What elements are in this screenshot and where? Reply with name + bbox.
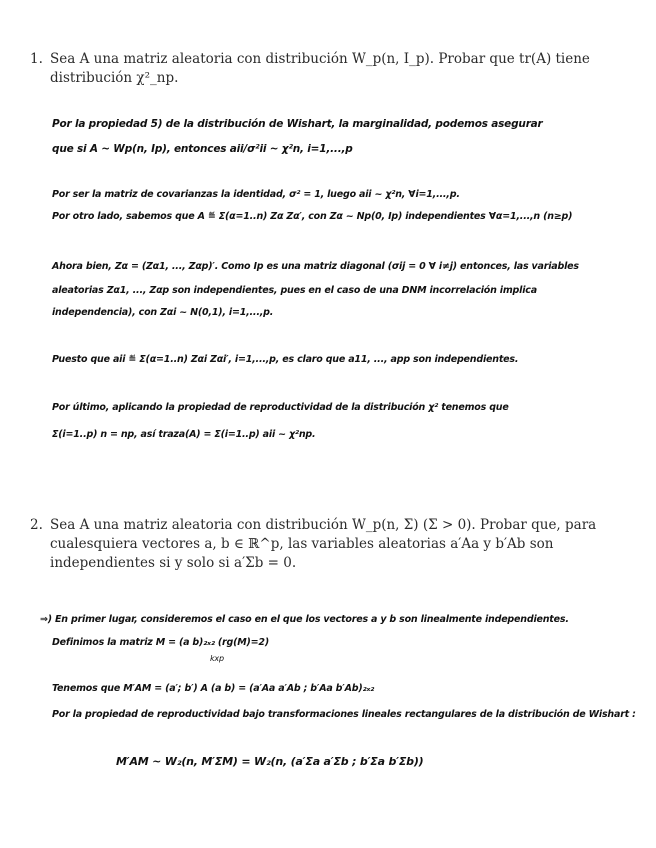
solution-1-line: Ahora bien, Zα = (Zα1, ..., Zαp)′. Como Ip es una matriz diagonal (σij = 0 ∀ i≠j) entonces, las variables [52,261,579,272]
solution-1-line: Por la propiedad 5) de la distribución de Wishart, la marginalidad, podemos asegurar [52,118,543,130]
problem-1 [30,50,626,90]
solution-2-line: ⇒) En primer lugar, consideremos el caso en el que los vectores a y b son linealmente independientes. [40,614,569,625]
problem-statement: Sea A una matriz aleatoria con distribución W_p(n, I_p). Probar que tr(A) tiene distribución χ²_np. [50,51,590,86]
solution-1-line: Puesto que aii ≝ Σ(α=1..n) Zαi Zαi′, i=1,...,p, es claro que a11, ..., app son independientes. [52,354,519,365]
problem-number: 1. [30,51,43,67]
problem-number: 2. [30,517,43,533]
solution-2-line: Definimos la matriz M = (a b)₂ₓ₂ (rg(M)=2) [52,637,269,648]
solution-1-line: independencia), con Zαi ~ N(0,1), i=1,...,p. [52,307,274,318]
solution-2-line: Tenemos que M′AM = (a′; b′) A (a b) = (a′Aa a′Ab ; b′Aa b′Ab)₂ₓ₂ [52,683,375,694]
solution-1-line: Σ(i=1..p) n = np, así traza(A) = Σ(i=1..p) aii ~ χ²np. [52,429,316,440]
solution-1-line: aleatorias Zα1, ..., Zαp son independientes, pues en el caso de una DNM incorrelación implica [52,285,537,296]
solution-1-line: Por último, aplicando la propiedad de reproductividad de la distribución χ² tenemos que [52,402,509,413]
problem-statement: Sea A una matriz aleatoria con distribución W_p(n, Σ) (Σ > 0). Probar que, para cualesquiera vectores a, b ∈ ℝ^p, las variables aleatorias a′Aa y b′Ab son independientes si y solo si a′Σb = 0. [50,517,597,571]
solution-2-subscript: kxp [210,654,224,663]
solution-1-line: que si A ~ Wp(n, Ip), entonces aii/σ²ii ~ χ²n, i=1,...,p [52,143,353,155]
problem-2 [30,516,626,576]
solution-2-formula: M′AM ~ W₂(n, M′ΣM) = W₂(n, (a′Σa a′Σb ; b′Σa b′Σb)) [116,755,424,768]
solution-1-line: Por ser la matriz de covarianzas la identidad, σ² = 1, luego aii ~ χ²n, ∀i=1,...,p. [52,189,460,200]
solution-1-line: Por otro lado, sabemos que A ≝ Σ(α=1..n) Zα Zα′, con Zα ~ Np(0, Ip) independientes ∀α=1,...,n (n≥p) [52,211,573,222]
solution-2-line: Por la propiedad de reproductividad bajo transformaciones lineales rectangulares de la distribución de Wishart : [52,709,636,720]
